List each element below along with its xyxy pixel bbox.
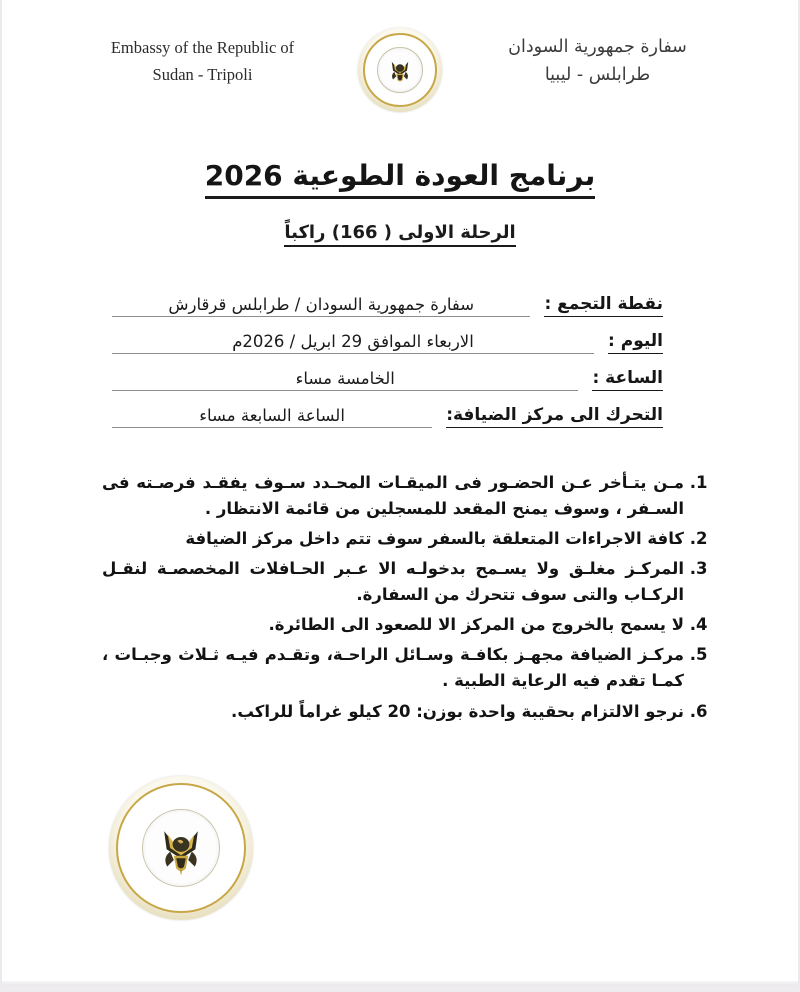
info-label: اليوم : (608, 331, 663, 354)
list-item (102, 556, 684, 608)
info-label: الساعة : (592, 368, 663, 391)
notes-list (102, 470, 706, 725)
info-row (112, 294, 663, 317)
info-row (112, 368, 663, 391)
info-label: نقطة التجمع : (544, 294, 663, 317)
page-title: برنامج العودة الطوعية 2026 (205, 158, 596, 199)
list-item (102, 526, 684, 552)
seal-ring-text (122, 789, 240, 907)
header-english-line1: Embassy of the Republic of (110, 38, 295, 57)
note-text: نرجو الالتزام بحقيبة واحدة بوزن: 20 كيلو غراماً للراكب. (231, 701, 684, 721)
footer-emblem-wrap (109, 776, 253, 920)
note-text: مـن يتـأخر عـن الحضـور فى الميقـات المحـدد سـوف يفقـد فرصـته فى السـفر ، وسوف يمنح المقعد للمسجلين من قائمة الانتظار . (102, 473, 684, 519)
info-value: الخامسة مساء (112, 369, 578, 391)
subtitle-block (2, 222, 798, 247)
info-table (112, 294, 663, 428)
note-text: كافة الاجراءات المتعلقة بالسفر سوف تتم داخل مركز الضيافة (185, 529, 684, 549)
header-arabic-line1: سفارة جمهورية السودان (508, 37, 687, 57)
page-subtitle: الرحلة الاولى ( 166) راكباً (284, 222, 515, 247)
info-value: سفارة جمهورية السودان / طرابلس قرقارش (112, 295, 530, 317)
title-block (2, 158, 798, 199)
list-item (102, 699, 684, 725)
document-header (2, 28, 798, 112)
info-row (112, 405, 663, 428)
info-value: الساعة السابعة مساء (112, 406, 432, 428)
list-item (102, 642, 684, 694)
info-row (112, 331, 663, 354)
info-label: التحرك الى مركز الضيافة: (446, 405, 663, 428)
note-text: لا يسمح بالخروج من المركز الا للصعود الى الطائرة. (268, 615, 684, 635)
note-text: مركـز الضيافة مجهـز بكافـة وسـائل الراحـة، وتقـدم فيـه ثـلاث وجبـات ، كمـا تقدم فيه الرعاية الطبية . (102, 645, 684, 691)
info-value: الاربعاء الموافق 29 ابريل / 2026م (112, 332, 594, 354)
list-item (102, 470, 684, 522)
sudan-coat-of-arms-seal-large-icon (109, 776, 253, 920)
list-item (102, 612, 684, 638)
sudan-coat-of-arms-seal-icon (358, 28, 442, 112)
header-arabic-block (455, 28, 740, 89)
note-text: المركـز مغلـق ولا يسـمح بدخولـه الا عـبر الحـافلات المخصصـة لنقـل الركـاب والتى سوف تتحرك من السفارة. (102, 559, 684, 605)
header-emblem-wrap (345, 28, 455, 112)
header-english-block (60, 28, 345, 88)
header-arabic-line2: طرابلس - ليبيا (544, 65, 651, 85)
header-english-line2: Sudan - Tripoli (152, 64, 253, 84)
